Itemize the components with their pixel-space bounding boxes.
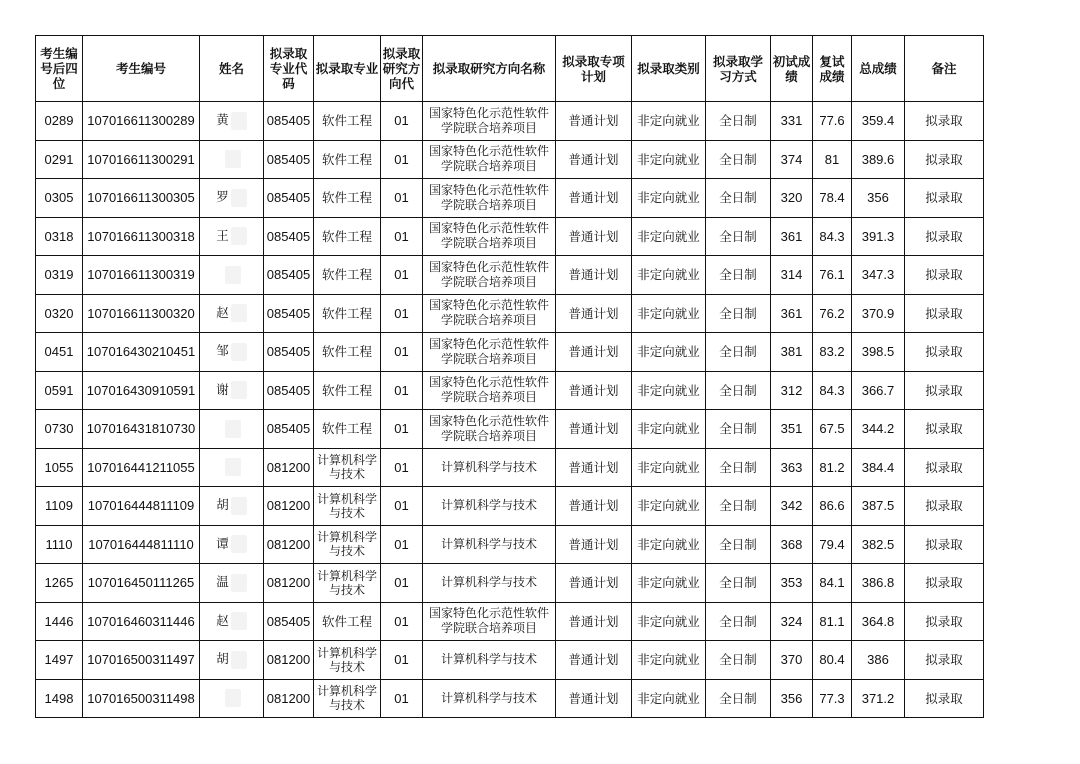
header-study-mode: 拟录取学习方式 [706,36,771,102]
cell-major-code: 081200 [264,679,314,718]
cell-special-plan: 普通计划 [556,294,632,333]
cell-direction-code: 01 [381,371,423,410]
cell-special-plan: 普通计划 [556,679,632,718]
cell-total-score: 364.8 [852,602,905,641]
name-redaction-mask [231,189,247,207]
cell-major: 软件工程 [314,217,381,256]
cell-retest-score: 81 [813,140,852,179]
cell-name [200,410,264,449]
cell-category: 非定向就业 [632,140,706,179]
name-redaction-mask [225,266,241,284]
name-visible-part: 赵 [216,612,229,628]
cell-category: 非定向就业 [632,256,706,295]
cell-direction-code: 01 [381,487,423,526]
cell-major-code: 081200 [264,641,314,680]
cell-direction-code: 01 [381,179,423,218]
name-visible-part: 胡 [216,497,229,513]
table-row [36,487,984,526]
cell-special-plan: 普通计划 [556,448,632,487]
cell-major-code: 085405 [264,602,314,641]
table-row [36,333,984,372]
name-redaction-mask [231,497,247,515]
cell-major: 软件工程 [314,333,381,372]
cell-candidate-id: 107016611300319 [83,256,200,295]
cell-category: 非定向就业 [632,410,706,449]
name-redaction-mask [225,689,241,707]
cell-direction-code: 01 [381,448,423,487]
cell-special-plan: 普通计划 [556,410,632,449]
cell-major-code: 085405 [264,333,314,372]
cell-category: 非定向就业 [632,371,706,410]
cell-last4: 1110 [36,525,83,564]
cell-direction-code: 01 [381,602,423,641]
cell-special-plan: 普通计划 [556,333,632,372]
name-visible-part: 谭 [216,535,229,551]
header-initial-score: 初试成绩 [771,36,813,102]
cell-special-plan: 普通计划 [556,371,632,410]
cell-total-score: 386 [852,641,905,680]
cell-candidate-id: 107016444811109 [83,487,200,526]
header-special-plan: 拟录取专项计划 [556,36,632,102]
cell-direction-name: 计算机科学与技术 [423,641,556,680]
cell-total-score: 359.4 [852,102,905,141]
cell-total-score: 389.6 [852,140,905,179]
table-row [36,525,984,564]
cell-initial-score: 314 [771,256,813,295]
name-visible-part: 罗 [216,189,229,205]
cell-remark: 拟录取 [905,256,984,295]
cell-category: 非定向就业 [632,525,706,564]
cell-special-plan: 普通计划 [556,487,632,526]
cell-retest-score: 84.1 [813,564,852,603]
cell-direction-code: 01 [381,641,423,680]
table-row [36,564,984,603]
cell-direction-name: 计算机科学与技术 [423,564,556,603]
cell-direction-name: 计算机科学与技术 [423,525,556,564]
name-visible-part: 赵 [216,304,229,320]
cell-retest-score: 84.3 [813,371,852,410]
cell-retest-score: 81.2 [813,448,852,487]
cell-name [200,294,264,333]
cell-major: 计算机科学与技术 [314,641,381,680]
header-total-score: 总成绩 [852,36,905,102]
name-visible-part: 胡 [216,651,229,667]
cell-direction-code: 01 [381,294,423,333]
table-row [36,410,984,449]
cell-retest-score: 67.5 [813,410,852,449]
cell-major-code: 085405 [264,179,314,218]
name-visible-part: 邹 [216,343,229,359]
name-redaction-mask [231,227,247,245]
cell-total-score: 371.2 [852,679,905,718]
cell-study-mode: 全日制 [706,602,771,641]
cell-last4: 0730 [36,410,83,449]
cell-initial-score: 374 [771,140,813,179]
cell-study-mode: 全日制 [706,333,771,372]
table-row [36,140,984,179]
cell-study-mode: 全日制 [706,487,771,526]
cell-candidate-id: 107016611300291 [83,140,200,179]
cell-candidate-id: 107016611300320 [83,294,200,333]
cell-study-mode: 全日制 [706,371,771,410]
cell-special-plan: 普通计划 [556,525,632,564]
name-redaction-mask [231,343,247,361]
cell-initial-score: 324 [771,602,813,641]
cell-candidate-id: 107016444811110 [83,525,200,564]
cell-total-score: 387.5 [852,487,905,526]
cell-major: 软件工程 [314,179,381,218]
cell-name [200,641,264,680]
cell-category: 非定向就业 [632,641,706,680]
table-row [36,602,984,641]
cell-remark: 拟录取 [905,140,984,179]
table-row [36,448,984,487]
cell-major-code: 085405 [264,294,314,333]
cell-direction-name: 计算机科学与技术 [423,679,556,718]
cell-total-score: 344.2 [852,410,905,449]
cell-direction-name: 国家特色化示范性软件学院联合培养项目 [423,179,556,218]
cell-initial-score: 368 [771,525,813,564]
cell-name [200,525,264,564]
cell-direction-code: 01 [381,679,423,718]
cell-candidate-id: 107016460311446 [83,602,200,641]
cell-remark: 拟录取 [905,333,984,372]
cell-last4: 0318 [36,217,83,256]
header-major: 拟录取专业 [314,36,381,102]
header-name: 姓名 [200,36,264,102]
cell-major: 计算机科学与技术 [314,525,381,564]
cell-direction-name: 国家特色化示范性软件学院联合培养项目 [423,602,556,641]
name-redaction-mask [225,420,241,438]
cell-study-mode: 全日制 [706,448,771,487]
cell-last4: 0305 [36,179,83,218]
cell-retest-score: 83.2 [813,333,852,372]
cell-total-score: 391.3 [852,217,905,256]
cell-direction-code: 01 [381,217,423,256]
cell-remark: 拟录取 [905,602,984,641]
cell-name [200,179,264,218]
cell-major: 计算机科学与技术 [314,448,381,487]
cell-candidate-id: 107016611300318 [83,217,200,256]
cell-major: 软件工程 [314,371,381,410]
cell-special-plan: 普通计划 [556,602,632,641]
cell-category: 非定向就业 [632,217,706,256]
cell-candidate-id: 107016430910591 [83,371,200,410]
cell-name [200,602,264,641]
cell-direction-name: 国家特色化示范性软件学院联合培养项目 [423,102,556,141]
name-redaction-mask [231,651,247,669]
cell-remark: 拟录取 [905,294,984,333]
cell-study-mode: 全日制 [706,256,771,295]
cell-remark: 拟录取 [905,410,984,449]
cell-direction-code: 01 [381,525,423,564]
cell-major: 软件工程 [314,256,381,295]
cell-direction-name: 国家特色化示范性软件学院联合培养项目 [423,217,556,256]
cell-name [200,140,264,179]
cell-major: 软件工程 [314,102,381,141]
cell-candidate-id: 107016430210451 [83,333,200,372]
cell-total-score: 398.5 [852,333,905,372]
cell-remark: 拟录取 [905,179,984,218]
cell-candidate-id: 107016611300305 [83,179,200,218]
cell-remark: 拟录取 [905,679,984,718]
table-header-row [36,36,984,102]
cell-study-mode: 全日制 [706,179,771,218]
cell-major-code: 085405 [264,140,314,179]
admission-table-sheet [35,35,984,718]
cell-direction-name: 国家特色化示范性软件学院联合培养项目 [423,371,556,410]
name-visible-part: 谢 [216,381,229,397]
cell-study-mode: 全日制 [706,679,771,718]
cell-name [200,448,264,487]
name-visible-part: 王 [216,227,229,243]
cell-major: 软件工程 [314,410,381,449]
cell-last4: 1498 [36,679,83,718]
cell-study-mode: 全日制 [706,294,771,333]
table-row [36,102,984,141]
cell-remark: 拟录取 [905,525,984,564]
table-row [36,641,984,680]
cell-initial-score: 363 [771,448,813,487]
cell-initial-score: 361 [771,217,813,256]
cell-last4: 1265 [36,564,83,603]
name-redaction-mask [231,612,247,630]
cell-direction-name: 国家特色化示范性软件学院联合培养项目 [423,410,556,449]
cell-retest-score: 80.4 [813,641,852,680]
name-redaction-mask [231,112,247,130]
cell-retest-score: 76.1 [813,256,852,295]
table-row [36,294,984,333]
cell-initial-score: 381 [771,333,813,372]
cell-initial-score: 356 [771,679,813,718]
cell-retest-score: 81.1 [813,602,852,641]
cell-major: 软件工程 [314,602,381,641]
cell-initial-score: 353 [771,564,813,603]
cell-last4: 1055 [36,448,83,487]
header-direction-code: 拟录取研究方向代 [381,36,423,102]
cell-direction-code: 01 [381,333,423,372]
cell-initial-score: 320 [771,179,813,218]
cell-study-mode: 全日制 [706,102,771,141]
cell-direction-name: 计算机科学与技术 [423,487,556,526]
cell-remark: 拟录取 [905,102,984,141]
cell-initial-score: 351 [771,410,813,449]
cell-major: 计算机科学与技术 [314,487,381,526]
table-body [36,102,984,718]
cell-name [200,487,264,526]
cell-name [200,333,264,372]
cell-total-score: 347.3 [852,256,905,295]
cell-candidate-id: 107016431810730 [83,410,200,449]
cell-study-mode: 全日制 [706,641,771,680]
cell-category: 非定向就业 [632,179,706,218]
header-direction-name: 拟录取研究方向名称 [423,36,556,102]
cell-special-plan: 普通计划 [556,140,632,179]
cell-category: 非定向就业 [632,294,706,333]
cell-total-score: 356 [852,179,905,218]
cell-direction-name: 国家特色化示范性软件学院联合培养项目 [423,333,556,372]
cell-major-code: 085405 [264,371,314,410]
cell-study-mode: 全日制 [706,217,771,256]
name-redaction-mask [225,458,241,476]
cell-direction-name: 计算机科学与技术 [423,448,556,487]
cell-direction-name: 国家特色化示范性软件学院联合培养项目 [423,140,556,179]
cell-category: 非定向就业 [632,102,706,141]
cell-total-score: 386.8 [852,564,905,603]
cell-major-code: 081200 [264,448,314,487]
cell-last4: 1446 [36,602,83,641]
cell-special-plan: 普通计划 [556,179,632,218]
cell-major-code: 085405 [264,410,314,449]
cell-retest-score: 78.4 [813,179,852,218]
cell-category: 非定向就业 [632,448,706,487]
cell-category: 非定向就业 [632,564,706,603]
table-row [36,179,984,218]
cell-category: 非定向就业 [632,333,706,372]
cell-direction-code: 01 [381,564,423,603]
cell-last4: 0320 [36,294,83,333]
cell-study-mode: 全日制 [706,410,771,449]
cell-special-plan: 普通计划 [556,217,632,256]
cell-last4: 0319 [36,256,83,295]
cell-candidate-id: 107016611300289 [83,102,200,141]
cell-candidate-id: 107016441211055 [83,448,200,487]
name-visible-part: 温 [216,574,229,590]
cell-name [200,371,264,410]
cell-initial-score: 331 [771,102,813,141]
cell-remark: 拟录取 [905,371,984,410]
cell-direction-code: 01 [381,140,423,179]
cell-category: 非定向就业 [632,487,706,526]
cell-major-code: 081200 [264,487,314,526]
cell-special-plan: 普通计划 [556,256,632,295]
cell-name [200,564,264,603]
cell-major-code: 085405 [264,102,314,141]
table-row [36,256,984,295]
cell-major-code: 085405 [264,256,314,295]
cell-special-plan: 普通计划 [556,641,632,680]
cell-retest-score: 79.4 [813,525,852,564]
name-redaction-mask [231,381,247,399]
cell-last4: 1109 [36,487,83,526]
table-row [36,371,984,410]
cell-remark: 拟录取 [905,641,984,680]
cell-direction-code: 01 [381,256,423,295]
cell-last4: 1497 [36,641,83,680]
header-candidate-id: 考生编号 [83,36,200,102]
cell-name [200,679,264,718]
cell-remark: 拟录取 [905,217,984,256]
table-row [36,679,984,718]
cell-study-mode: 全日制 [706,564,771,603]
name-redaction-mask [225,150,241,168]
cell-initial-score: 312 [771,371,813,410]
cell-major: 软件工程 [314,294,381,333]
cell-initial-score: 342 [771,487,813,526]
cell-candidate-id: 107016450111265 [83,564,200,603]
cell-special-plan: 普通计划 [556,564,632,603]
cell-remark: 拟录取 [905,448,984,487]
cell-major: 计算机科学与技术 [314,679,381,718]
cell-retest-score: 77.3 [813,679,852,718]
cell-total-score: 382.5 [852,525,905,564]
cell-category: 非定向就业 [632,602,706,641]
cell-name [200,217,264,256]
name-redaction-mask [231,304,247,322]
header-major-code: 拟录取专业代码 [264,36,314,102]
table-row [36,217,984,256]
cell-last4: 0451 [36,333,83,372]
cell-total-score: 366.7 [852,371,905,410]
cell-last4: 0289 [36,102,83,141]
cell-major: 计算机科学与技术 [314,564,381,603]
cell-direction-code: 01 [381,102,423,141]
header-last4: 考生编号后四位 [36,36,83,102]
header-retest-score: 复试成绩 [813,36,852,102]
cell-initial-score: 361 [771,294,813,333]
cell-candidate-id: 107016500311498 [83,679,200,718]
cell-remark: 拟录取 [905,487,984,526]
cell-study-mode: 全日制 [706,140,771,179]
name-visible-part: 黄 [216,112,229,128]
header-remark: 备注 [905,36,984,102]
cell-retest-score: 86.6 [813,487,852,526]
cell-last4: 0591 [36,371,83,410]
cell-name [200,256,264,295]
cell-name [200,102,264,141]
cell-major-code: 081200 [264,525,314,564]
name-redaction-mask [231,574,247,592]
cell-initial-score: 370 [771,641,813,680]
cell-direction-code: 01 [381,410,423,449]
cell-major: 软件工程 [314,140,381,179]
cell-study-mode: 全日制 [706,525,771,564]
cell-retest-score: 76.2 [813,294,852,333]
cell-remark: 拟录取 [905,564,984,603]
name-redaction-mask [231,535,247,553]
cell-total-score: 384.4 [852,448,905,487]
cell-direction-name: 国家特色化示范性软件学院联合培养项目 [423,256,556,295]
cell-retest-score: 84.3 [813,217,852,256]
admission-table [35,35,984,718]
cell-special-plan: 普通计划 [556,102,632,141]
cell-major-code: 081200 [264,564,314,603]
cell-last4: 0291 [36,140,83,179]
cell-candidate-id: 107016500311497 [83,641,200,680]
cell-category: 非定向就业 [632,679,706,718]
header-category: 拟录取类别 [632,36,706,102]
cell-total-score: 370.9 [852,294,905,333]
cell-direction-name: 国家特色化示范性软件学院联合培养项目 [423,294,556,333]
cell-retest-score: 77.6 [813,102,852,141]
cell-major-code: 085405 [264,217,314,256]
